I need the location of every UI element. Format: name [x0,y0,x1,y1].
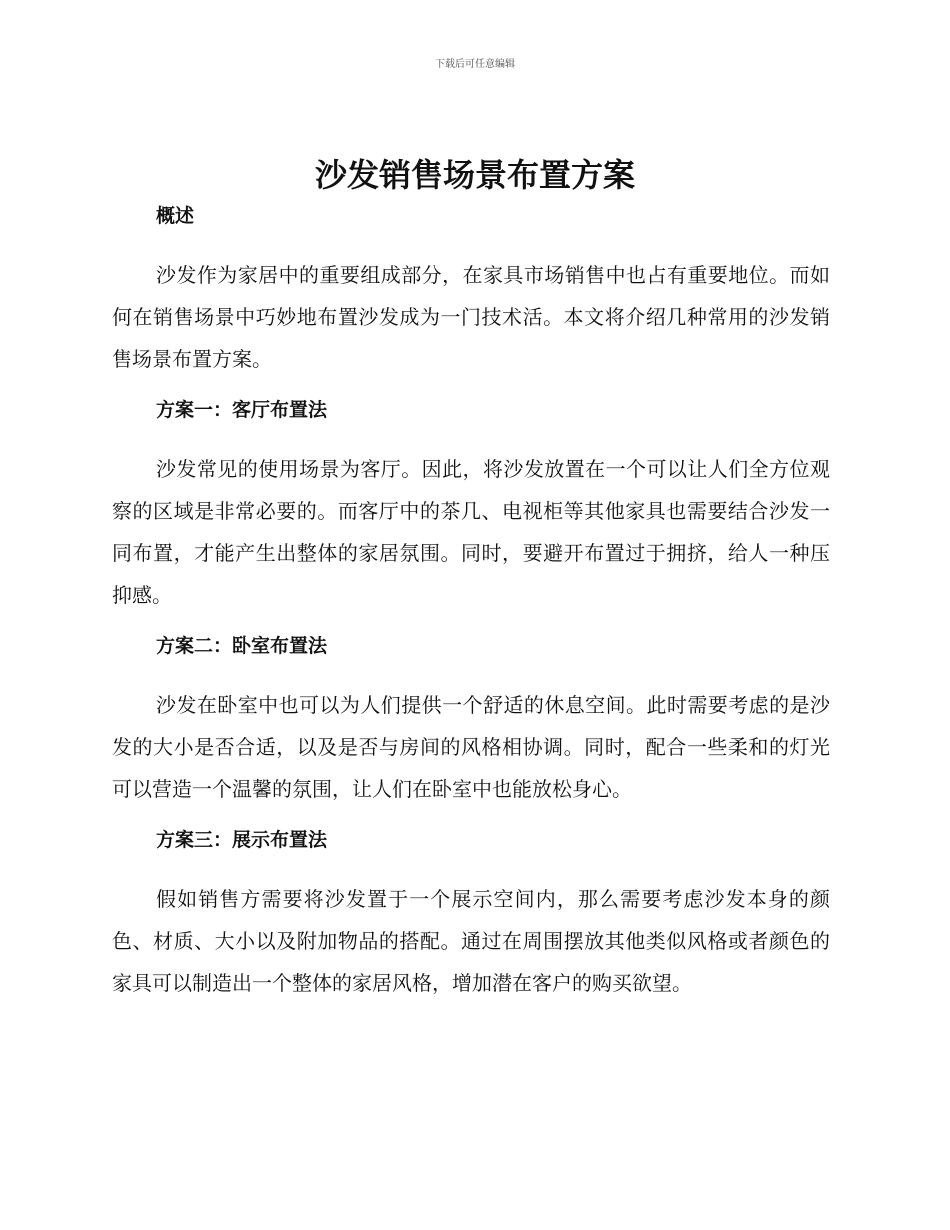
section-body-plan-3: 假如销售方需要将沙发置于一个展示空间内，那么需要考虑沙发本身的颜色、材质、大小以及附加物品的搭配。通过在周围摆放其他类似风格或者颜色的家具可以制造出一个整体的家居风格，增加潜在客户的购买欲望。 [112,887,830,995]
page-title: 沙发销售场景布置方案 [314,156,635,194]
page-header-note: 下载后可任意编辑 [435,59,515,70]
section-heading-plan-1: 方案一：客厅布置法 [156,399,328,421]
section-heading-plan-2: 方案二：卧室布置法 [156,635,328,657]
document-body [112,200,830,1004]
section-body-plan-2: 沙发在卧室中也可以为人们提供一个舒适的休息空间。此时需要考虑的是沙发的大小是否合适，以及是否与房间的风格相协调。同时，配合一些柔和的灯光可以营造一个温馨的氛围，让人们在卧室中也能放松身心。 [112,693,830,801]
section-heading-overview: 概述 [156,205,195,227]
section-body-plan-1: 沙发常见的使用场景为客厅。因此，将沙发放置在一个可以让人们全方位观察的区域是非常必要的。而客厅中的茶几、电视柜等其他家具也需要结合沙发一同布置，才能产生出整体的家居氛围。同时，要避开布置过于拥挤，给人一种压抑感。 [112,457,830,607]
section-heading-plan-3: 方案三：展示布置法 [156,829,328,851]
section-body-overview: 沙发作为家居中的重要组成部分，在家具市场销售中也占有重要地位。而如何在销售场景中巧妙地布置沙发成为一门技术活。本文将介绍几种常用的沙发销售场景布置方案。 [112,263,830,371]
